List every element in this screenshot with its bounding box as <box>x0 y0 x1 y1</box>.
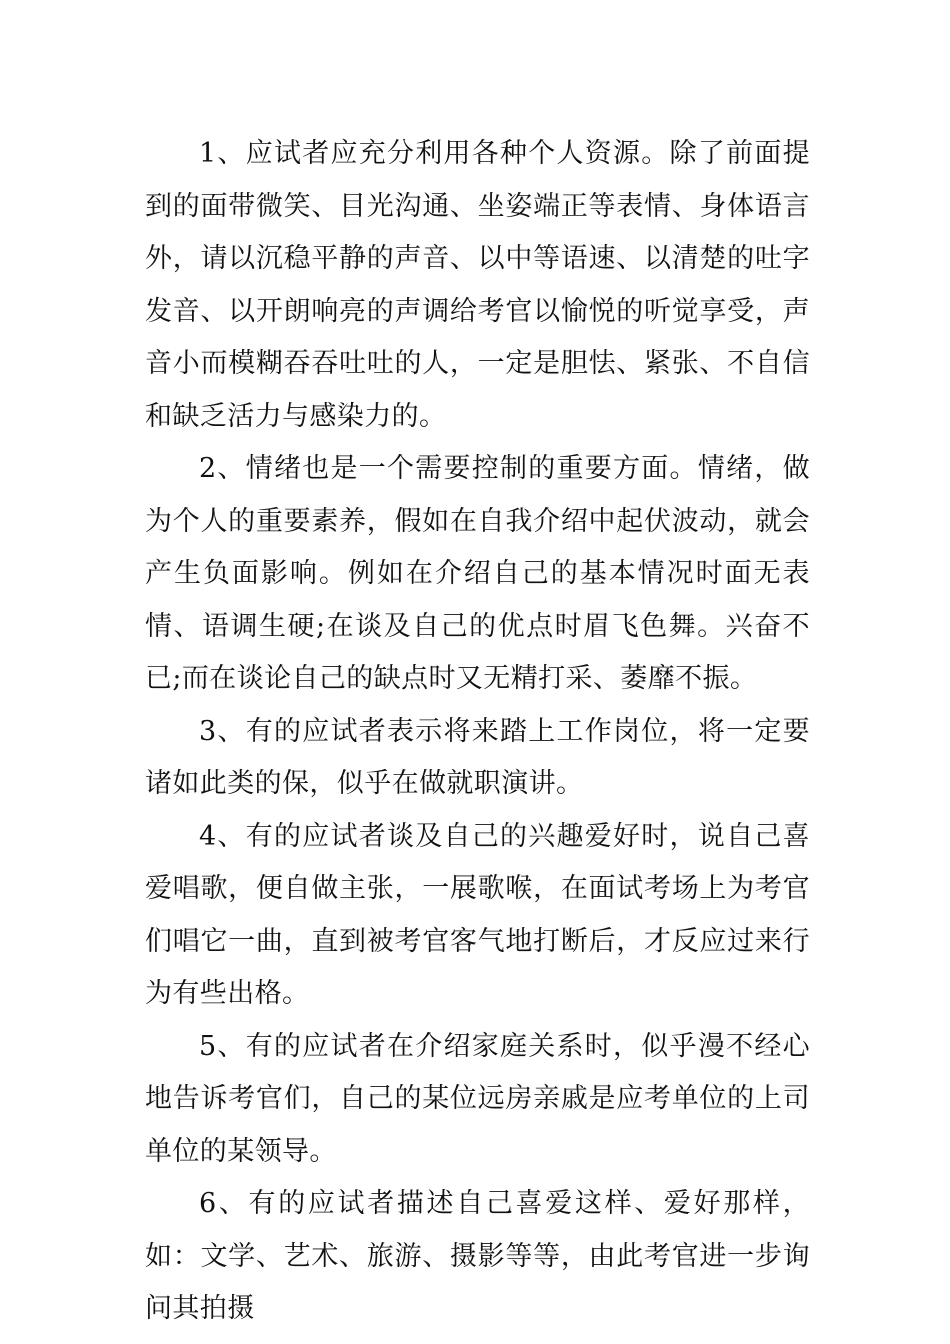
paragraph-2: 2、情绪也是一个需要控制的重要方面。情绪，做为个人的重要素养，假如在自我介绍中起伏波动，就会产生负面影响。例如在介绍自己的基本情况时面无表情、语调生硬;在谈及自己的优点时眉飞色舞。兴奋不已;而在谈论自己的缺点时又无精打采、萎靡不振。 <box>145 453 810 694</box>
paragraph-4: 4、有的应试者谈及自己的兴趣爱好时，说自己喜爱唱歌，便自做主张，一展歌喉，在面试考场上为考官们唱它一曲，直到被考官客气地打断后，才反应过来行为有些出格。 <box>145 820 810 1009</box>
paragraph-3: 3、有的应试者表示将来踏上工作岗位，将一定要诸如此类的保，似乎在做就职演讲。 <box>145 715 810 799</box>
document-body <box>145 128 810 1336</box>
paragraph-6: 6、有的应试者描述自己喜爱这样、爱好那样，如：文学、艺术、旅游、摄影等等，由此考官进一步询问其拍摄 <box>145 1188 810 1324</box>
paragraph-1: 1、应试者应充分利用各种个人资源。除了前面提到的面带微笑、目光沟通、坐姿端正等表情、身体语言外，请以沉稳平静的声音、以中等语速、以清楚的吐字发音、以开朗响亮的声调给考官以愉悦的听觉享受，声音小而模糊吞吞吐吐的人，一定是胆怯、紧张、不自信和缺乏活力与感染力的。 <box>145 138 810 432</box>
paragraph-5: 5、有的应试者在介绍家庭关系时，似乎漫不经心地告诉考官们，自己的某位远房亲戚是应考单位的上司单位的某领导。 <box>145 1030 810 1167</box>
